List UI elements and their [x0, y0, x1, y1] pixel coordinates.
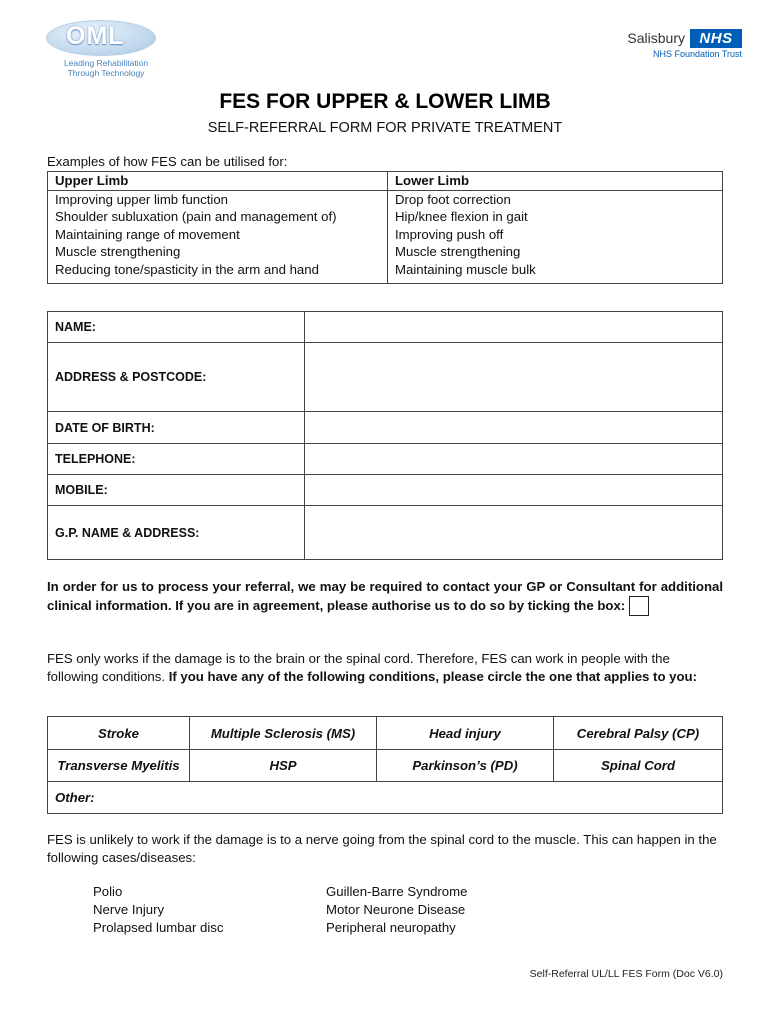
examples-intro: Examples of how FES can be utilised for:	[47, 154, 288, 169]
nhs-trust-name: Salisbury	[627, 30, 685, 46]
dob-field[interactable]	[305, 412, 723, 444]
condition-transverse-myelitis[interactable]: Transverse Myelitis	[48, 750, 190, 782]
personal-details-table	[47, 311, 723, 560]
condition-parkinsons[interactable]: Parkinson’s (PD)	[377, 750, 554, 782]
list-item: Shoulder subluxation (pain and management of)	[55, 209, 337, 224]
mobile-label: MOBILE:	[48, 475, 305, 506]
condition-other[interactable]: Other:	[48, 782, 723, 814]
condition-hsp[interactable]: HSP	[190, 750, 377, 782]
list-item: Peripheral neuropathy	[326, 920, 456, 935]
telephone-label: TELEPHONE:	[48, 444, 305, 475]
mobile-field[interactable]	[305, 475, 723, 506]
oml-tagline: Leading Rehabilitation Through Technology	[63, 58, 149, 78]
list-item: Guillen-Barre Syndrome	[326, 884, 468, 899]
list-item: Drop foot correction	[395, 191, 511, 207]
conditions-intro	[47, 650, 723, 686]
telephone-field[interactable]	[305, 444, 723, 475]
nhs-foundation-trust: NHS Foundation Trust	[652, 49, 742, 59]
address-field[interactable]	[305, 343, 723, 412]
oml-logo-text: OML	[66, 22, 125, 50]
lower-limb-cell	[388, 190, 723, 284]
list-item: Hip/knee flexion in gait	[395, 209, 528, 224]
condition-spinal-cord[interactable]: Spinal Cord	[554, 750, 723, 782]
list-item: Prolapsed lumbar disc	[93, 920, 224, 935]
page-subtitle: SELF-REFERRAL FORM FOR PRIVATE TREATMENT	[207, 120, 563, 136]
list-item: Muscle strengthening	[55, 244, 181, 259]
upper-limb-list	[55, 191, 380, 279]
examples-table	[47, 171, 723, 284]
list-item: Maintaining muscle bulk	[395, 261, 536, 277]
list-item: Nerve Injury	[93, 902, 165, 917]
condition-cp[interactable]: Cerebral Palsy (CP)	[554, 717, 723, 750]
consent-paragraph	[47, 578, 723, 616]
unlikely-paragraph: FES is unlikely to work if the damage is to a nerve going from the spinal cord to the muscle. This can happen in the following cases/diseases:	[47, 832, 717, 865]
unlikely-cases-right	[326, 883, 467, 937]
condition-head-injury[interactable]: Head injury	[377, 717, 554, 750]
conditions-intro-text: FES only works if the damage is to the brain or the spinal cord. Therefore, FES can work in people with the following conditions.	[47, 651, 670, 684]
list-item: Motor Neurone Disease	[326, 902, 466, 917]
list-item: Reducing tone/spasticity in the arm and hand	[55, 261, 319, 277]
gp-field[interactable]	[305, 506, 723, 560]
conditions-instruction: If you have any of the following conditions, please circle the one that applies to you:	[168, 669, 698, 684]
unlikely-cases-left	[93, 883, 223, 937]
gp-label: G.P. NAME & ADDRESS:	[48, 506, 305, 560]
nhs-badge: NHS	[690, 29, 742, 48]
list-item: Improving push off	[395, 226, 504, 242]
nhs-logo	[597, 27, 742, 61]
lower-limb-heading: Lower Limb	[388, 172, 723, 191]
consent-checkbox[interactable]	[629, 596, 649, 616]
list-item: Polio	[93, 884, 123, 899]
address-label: ADDRESS & POSTCODE:	[48, 343, 305, 412]
list-item: Improving upper limb function	[55, 191, 228, 207]
dob-label: DATE OF BIRTH:	[48, 412, 305, 444]
page-title: FES FOR UPPER & LOWER LIMB	[219, 90, 551, 113]
condition-stroke[interactable]: Stroke	[48, 717, 190, 750]
upper-limb-cell	[48, 190, 388, 284]
document-footer: Self-Referral UL/LL FES Form (Doc V6.0)	[529, 968, 723, 980]
condition-ms[interactable]: Multiple Sclerosis (MS)	[190, 717, 377, 750]
lower-limb-list	[395, 191, 715, 279]
conditions-table	[47, 716, 723, 814]
list-item: Muscle strengthening	[395, 244, 521, 259]
name-label: NAME:	[48, 312, 305, 343]
list-item: Maintaining range of movement	[55, 226, 240, 242]
upper-limb-heading: Upper Limb	[48, 172, 388, 191]
name-field[interactable]	[305, 312, 723, 343]
consent-text: In order for us to process your referral, we may be required to contact your GP or Consultant for additional clinical information. If you are in agreement, please authorise us to do so by ticking the box:	[47, 579, 723, 613]
oml-logo	[38, 18, 168, 78]
